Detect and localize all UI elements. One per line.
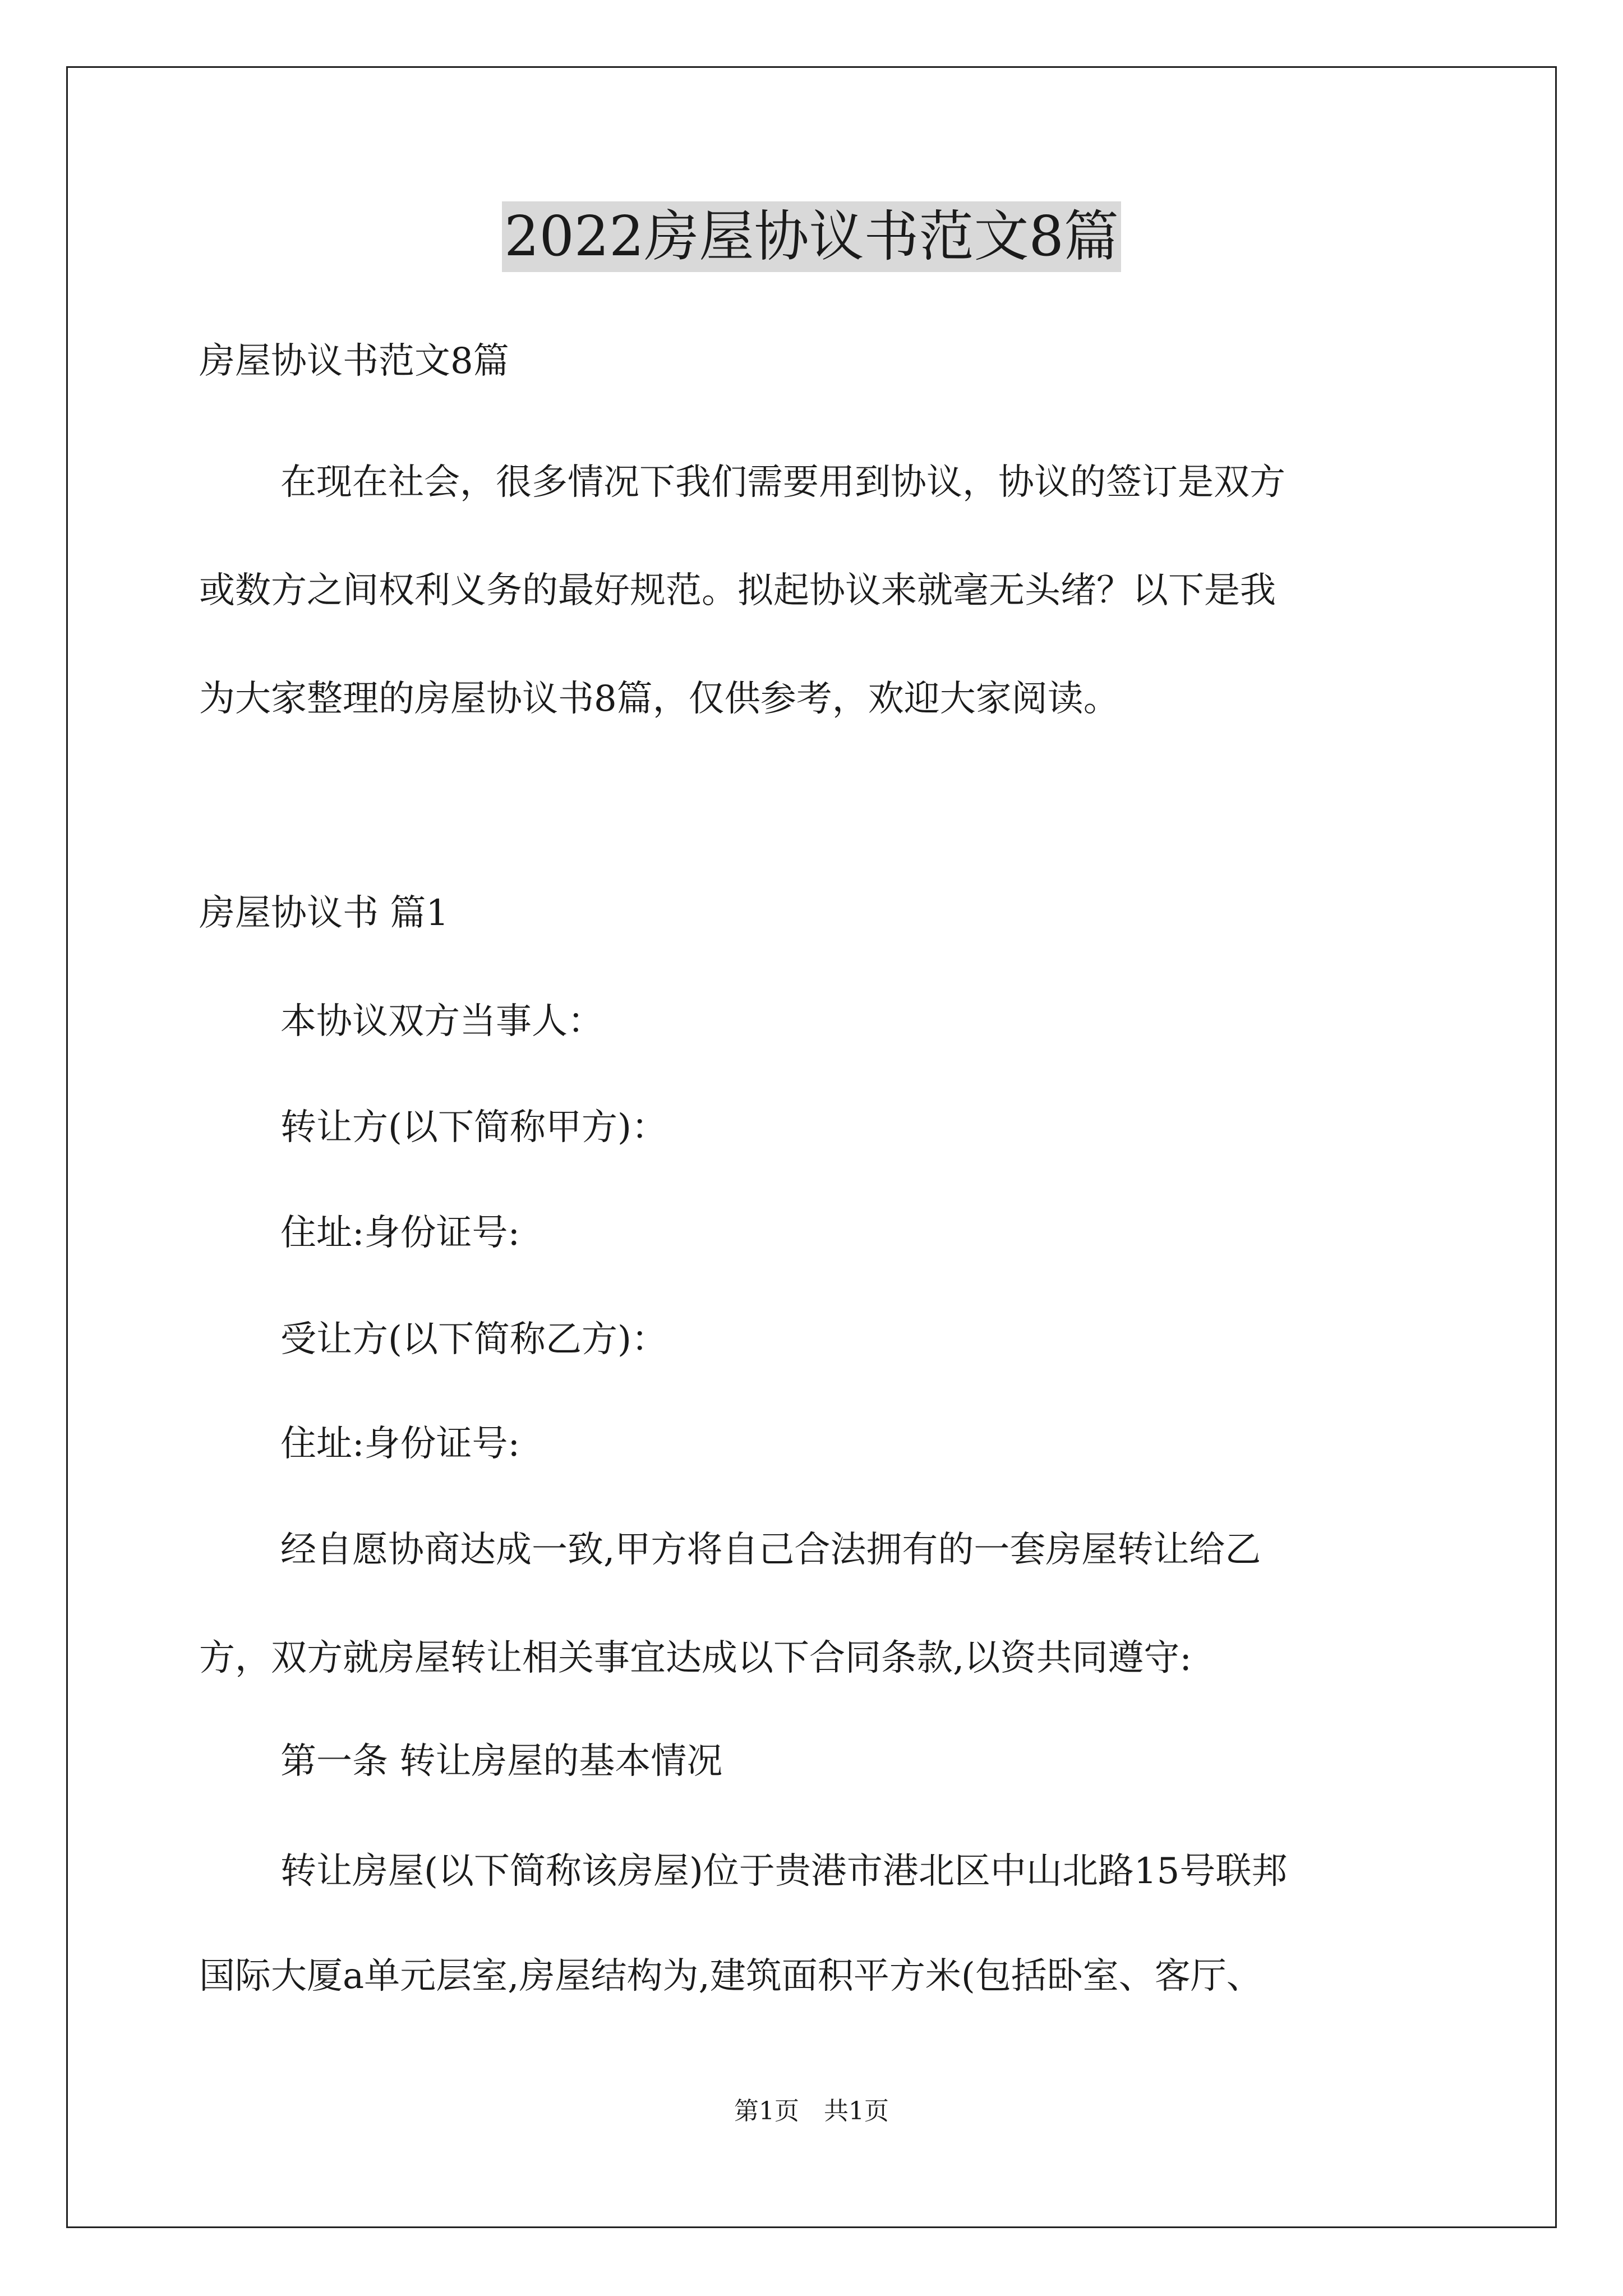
intro-line-2: 或数方之间权利义务的最好规范。拟起协议来就毫无头绪？以下是我 — [199, 570, 1276, 611]
section-heading: 房屋协议书 篇1 — [199, 892, 449, 934]
body-line: 国际大厦a单元层室,房屋结构为,建筑面积平方米(包括卧室、客厅、 — [199, 1955, 1262, 1997]
body-line: 住址:身份证号: — [280, 1423, 520, 1465]
subtitle-line: 房屋协议书范文8篇 — [199, 341, 509, 382]
document-title: 2022房屋协议书范文8篇 — [0, 197, 1623, 276]
page-footer: 第1页 共1页 — [734, 2097, 889, 2125]
body-line: 经自愿协商达成一致,甲方将自己合法拥有的一套房屋转让给乙 — [280, 1529, 1261, 1571]
body-line: 受让方(以下简称乙方)： — [280, 1319, 667, 1360]
body-line: 方，双方就房屋转让相关事宜达成以下合同条款,以资共同遵守: — [199, 1637, 1192, 1679]
body-line: 转让方(以下简称甲方)： — [280, 1107, 667, 1148]
intro-line-3: 为大家整理的房屋协议书8篇，仅供参考，欢迎大家阅读。 — [199, 678, 1119, 720]
body-line: 转让房屋(以下简称该房屋)位于贵港市港北区中山北路15号联邦 — [280, 1851, 1288, 1892]
body-line: 第一条 转让房屋的基本情况 — [280, 1741, 723, 1782]
intro-line-1: 在现在社会，很多情况下我们需要用到协议，协议的签订是双方 — [280, 462, 1285, 503]
body-line: 本协议双方当事人： — [280, 1001, 603, 1042]
body-line: 住址:身份证号: — [280, 1212, 520, 1254]
